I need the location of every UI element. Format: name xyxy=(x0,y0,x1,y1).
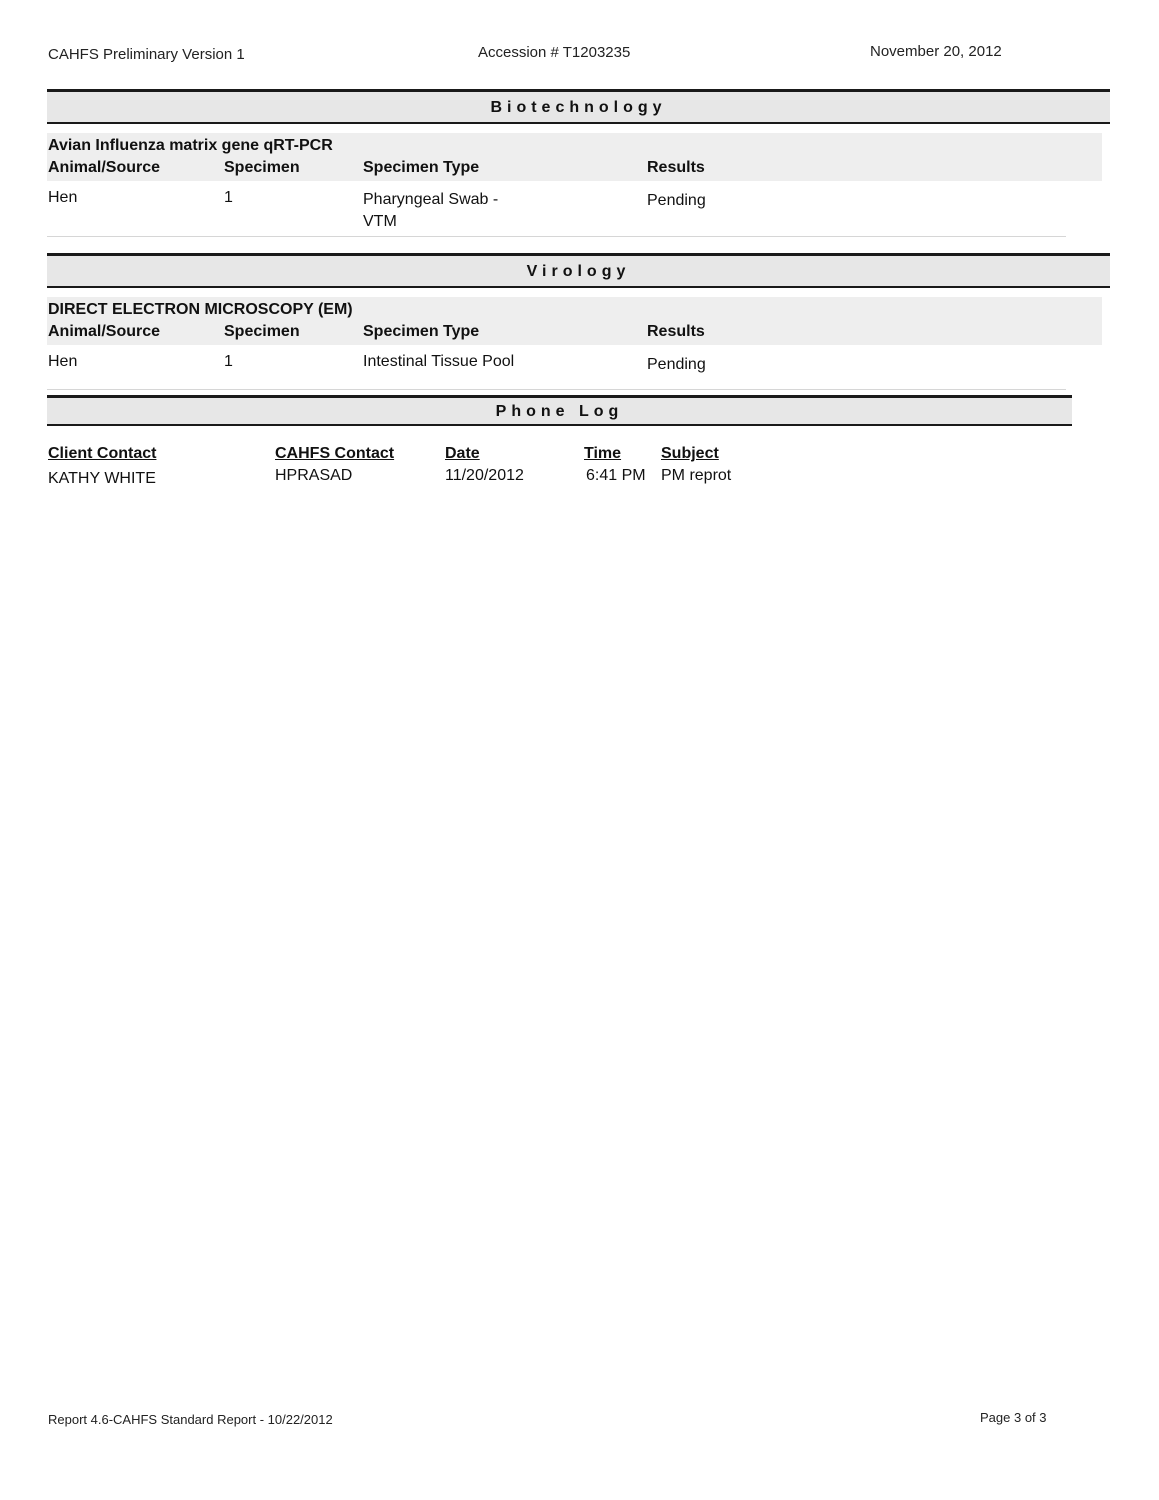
phone-cahfs: HPRASAD xyxy=(275,467,353,484)
biotech-col-specimen-type: Specimen Type xyxy=(363,159,480,176)
biotech-specimen-type-line2: VTM xyxy=(363,213,397,230)
divider xyxy=(47,236,1066,237)
biotech-col-specimen: Specimen xyxy=(224,159,300,176)
biotech-animal: Hen xyxy=(48,189,78,206)
virology-specimen: 1 xyxy=(224,353,233,370)
biotech-test-name: Avian Influenza matrix gene qRT-PCR xyxy=(48,137,333,154)
phone-client: KATHY WHITE xyxy=(48,470,156,487)
virology-specimen-type: Intestinal Tissue Pool xyxy=(363,353,515,370)
report-date: November 20, 2012 xyxy=(870,43,1002,60)
report-version: CAHFS Preliminary Version 1 xyxy=(48,46,245,63)
phone-subject: PM reprot xyxy=(661,467,732,484)
virology-test-name: DIRECT ELECTRON MICROSCOPY (EM) xyxy=(48,301,353,318)
phone-col-date: Date xyxy=(445,445,480,462)
section-header-biotechnology: Biotechnology xyxy=(47,89,1110,124)
phone-time: 6:41 PM xyxy=(586,467,646,484)
biotech-col-animal-source: Animal/Source xyxy=(48,159,161,176)
accession-number: Accession # T1203235 xyxy=(478,44,631,61)
phone-col-time: Time xyxy=(584,445,622,462)
virology-col-specimen: Specimen xyxy=(224,323,300,340)
biotech-result: Pending xyxy=(647,192,706,209)
phone-col-cahfs-contact: CAHFS Contact xyxy=(275,445,395,462)
biotech-specimen: 1 xyxy=(224,189,233,206)
virology-col-specimen-type: Specimen Type xyxy=(363,323,480,340)
divider xyxy=(47,389,1066,390)
virology-col-results: Results xyxy=(647,323,705,340)
virology-result: Pending xyxy=(647,356,706,373)
section-header-virology: Virology xyxy=(47,253,1110,288)
report-footer: Report 4.6-CAHFS Standard Report - 10/22/2012 xyxy=(48,1412,333,1427)
section-header-phone-log: Phone Log xyxy=(47,395,1072,426)
page-number: Page 3 of 3 xyxy=(980,1410,1047,1425)
virology-animal: Hen xyxy=(48,353,78,370)
phone-col-subject: Subject xyxy=(661,445,719,462)
biotech-col-results: Results xyxy=(647,159,705,176)
virology-col-animal-source: Animal/Source xyxy=(48,323,161,340)
phone-col-client-contact: Client Contact xyxy=(48,445,157,462)
biotech-specimen-type-line1: Pharyngeal Swab - xyxy=(363,191,499,208)
phone-date: 11/20/2012 xyxy=(445,467,524,484)
